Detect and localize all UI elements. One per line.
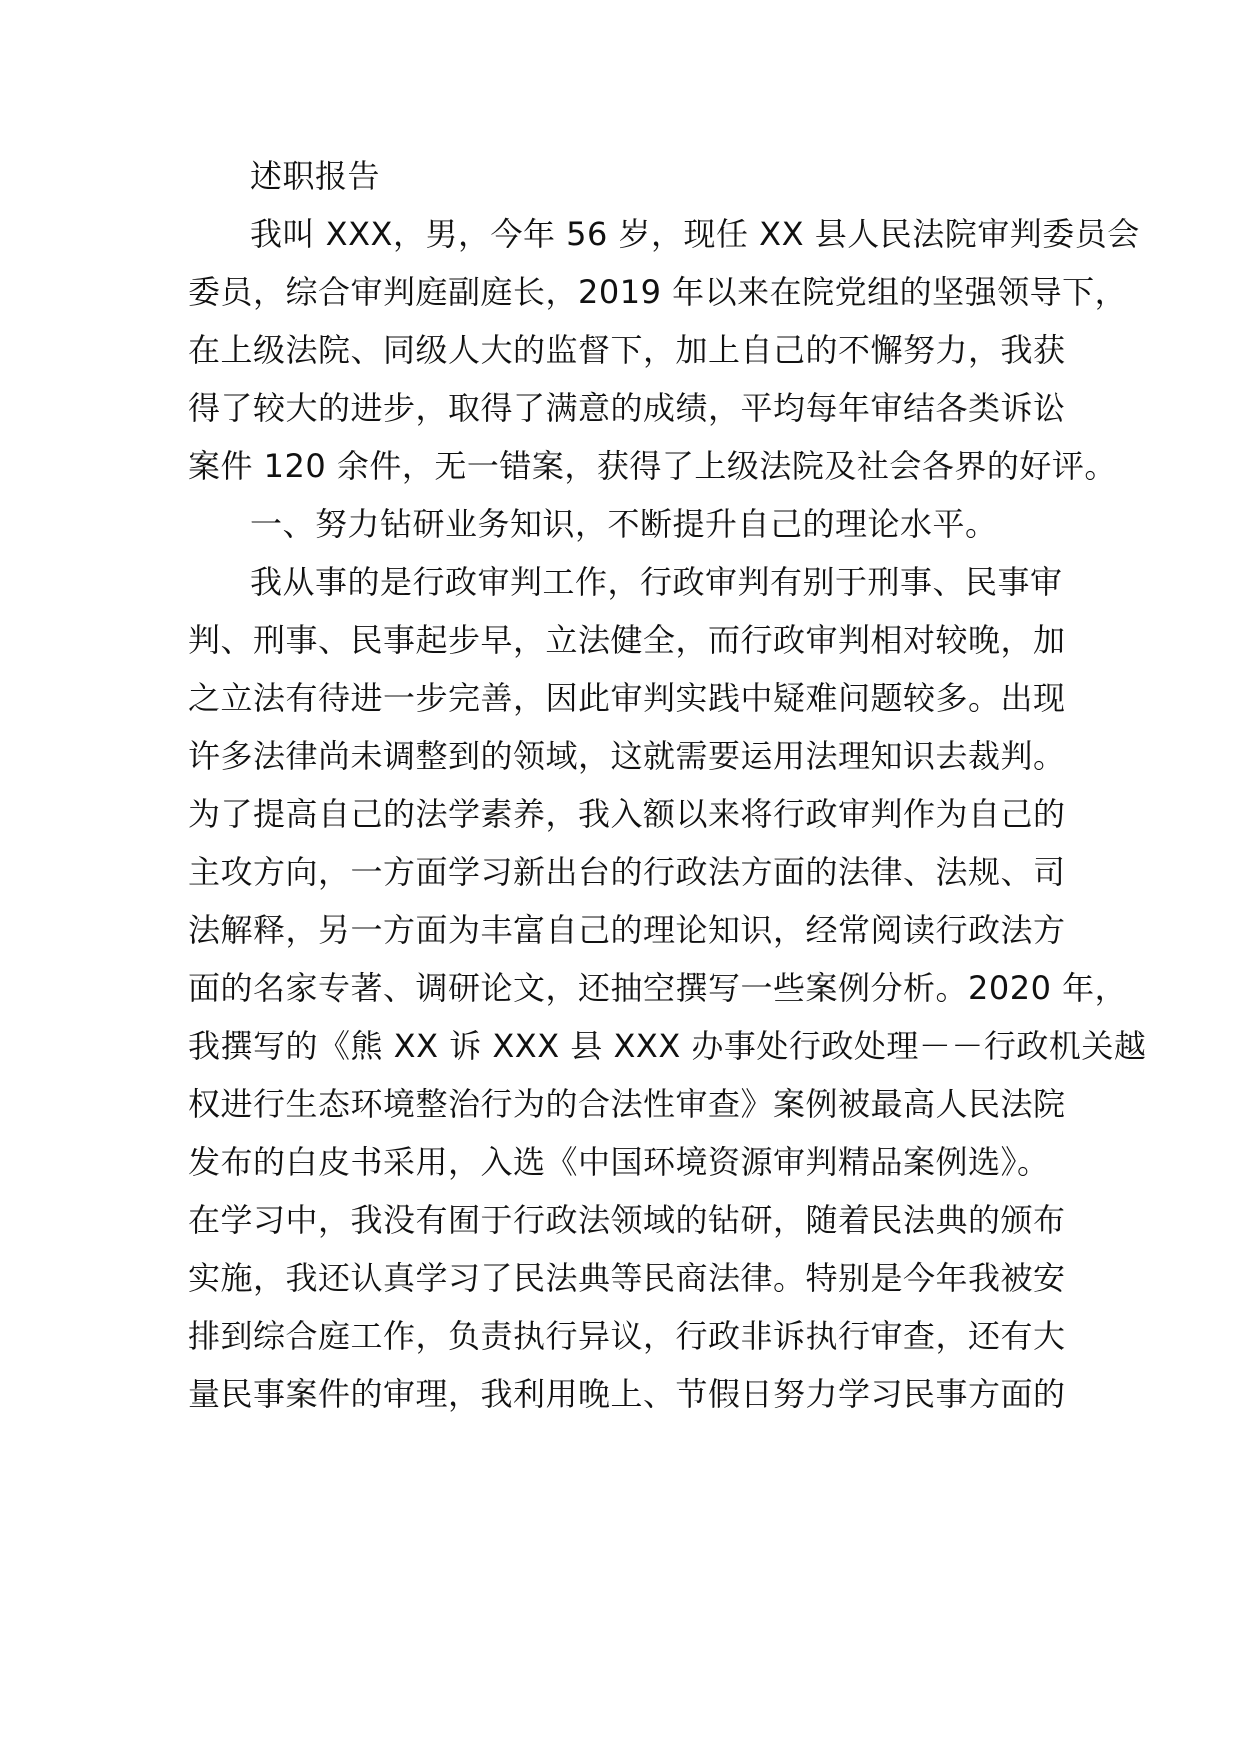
paragraph-line: 得了较大的进步，取得了满意的成绩，平均每年审结各类诉讼 [188,389,1066,427]
paragraph-line: 发布的白皮书采用，入选《中国环境资源审判精品案例选》。 [188,1143,1050,1181]
paragraph-line: 我叫 XXX，男，今年 56 岁，现任 XX 县人民法院审判委员会 [250,215,1140,253]
section-heading: 一、努力钻研业务知识，不断提升自己的理论水平。 [250,505,998,543]
paragraph-line: 面的名家专著、调研论文，还抽空撰写一些案例分析。2020 年， [188,969,1128,1007]
paragraph-line: 实施，我还认真学习了民法典等民商法律。特别是今年我被安 [188,1259,1066,1297]
paragraph-line: 在学习中，我没有囿于行政法领域的钻研，随着民法典的颁布 [188,1201,1066,1239]
paragraph-line: 量民事案件的审理，我利用晚上、节假日努力学习民事方面的 [188,1375,1066,1413]
paragraph-line: 为了提高自己的法学素养，我入额以来将行政审判作为自己的 [188,795,1066,833]
paragraph-line: 排到综合庭工作，负责执行异议，行政非诉执行审查，还有大 [188,1317,1066,1355]
paragraph-line: 许多法律尚未调整到的领域，这就需要运用法理知识去裁判。 [188,737,1066,775]
document-title: 述职报告 [250,157,381,195]
paragraph-line: 我撰写的《熊 XX 诉 XXX 县 XXX 办事处行政处理－－行政机关越 [188,1027,1147,1065]
paragraph-line: 权进行生态环境整治行为的合法性审查》案例被最高人民法院 [188,1085,1066,1123]
paragraph-line: 法解释，另一方面为丰富自己的理论知识，经常阅读行政法方 [188,911,1066,949]
paragraph-line: 我从事的是行政审判工作，行政审判有别于刑事、民事审 [250,563,1063,601]
paragraph-line: 之立法有待进一步完善，因此审判实践中疑难问题较多。出现 [188,679,1066,717]
paragraph-line: 判、刑事、民事起步早，立法健全，而行政审判相对较晚，加 [188,621,1066,659]
paragraph-line: 主攻方向，一方面学习新出台的行政法方面的法律、法规、司 [188,853,1066,891]
paragraph-line: 案件 120 余件，无一错案，获得了上级法院及社会各界的好评。 [188,447,1117,485]
paragraph-line: 在上级法院、同级人大的监督下，加上自己的不懈努力，我获 [188,331,1066,369]
paragraph-line: 委员，综合审判庭副庭长，2019 年以来在院党组的坚强领导下， [188,273,1128,311]
